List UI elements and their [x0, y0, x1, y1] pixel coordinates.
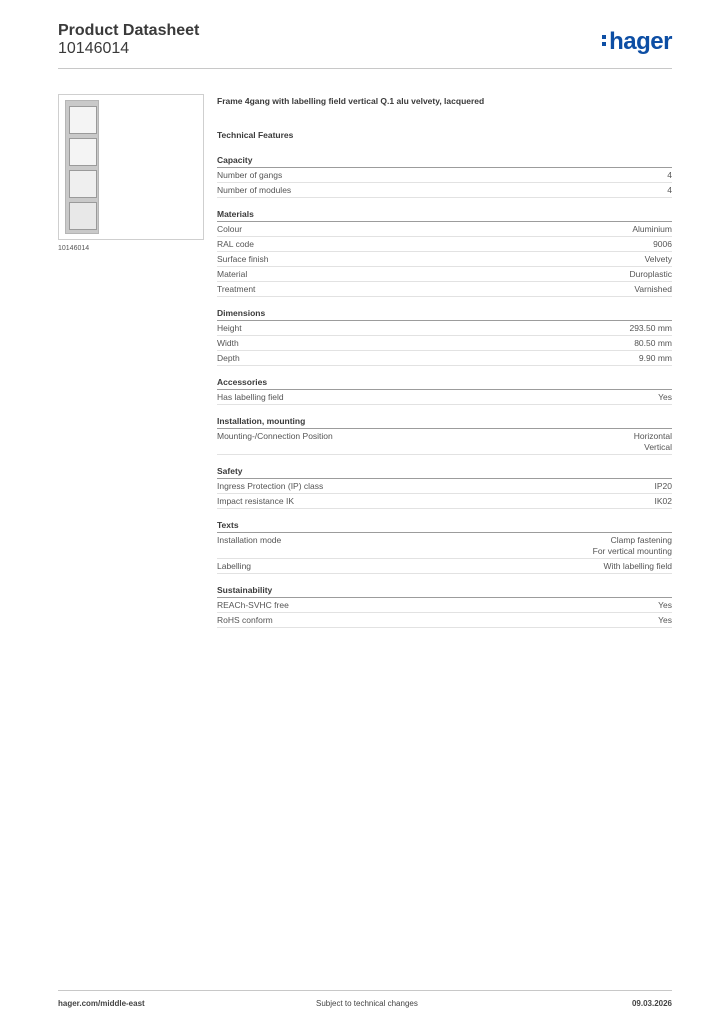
section-texts: [217, 520, 672, 574]
footer-notice: Subject to technical changes: [316, 999, 418, 1008]
feature-label: Mounting-/Connection Position: [217, 431, 333, 441]
feature-value-line: Horizontal: [633, 431, 672, 441]
gang-slot: [69, 138, 97, 166]
feature-label: Has labelling field: [217, 392, 284, 402]
feature-value: [667, 170, 672, 181]
section-dimensions: [217, 308, 672, 366]
feature-row: [217, 494, 672, 509]
gang-slot: [69, 202, 97, 230]
feature-value: [658, 392, 672, 403]
feature-value: [632, 224, 672, 235]
feature-value: [645, 254, 672, 265]
feature-row: [217, 252, 672, 267]
feature-value-line: 80.50 mm: [634, 338, 672, 348]
section-title: Capacity: [217, 155, 672, 168]
gang-slot: [69, 106, 97, 134]
hager-logo: [602, 28, 672, 56]
section-title: Sustainability: [217, 585, 672, 598]
feature-row: [217, 351, 672, 366]
feature-value-line: Clamp fastening: [610, 535, 672, 545]
feature-value-line: Varnished: [634, 284, 672, 294]
feature-value: [629, 269, 672, 280]
feature-label: Installation mode: [217, 535, 282, 545]
feature-row: [217, 390, 672, 405]
product-title: Frame 4gang with labelling field vertical Q.1 alu velvety, lacquered: [217, 96, 485, 106]
feature-value: [667, 185, 672, 196]
feature-row: [217, 598, 672, 613]
feature-row: [217, 237, 672, 252]
footer-date: 09.03.2026: [631, 999, 672, 1008]
feature-label: Impact resistance IK: [217, 496, 295, 506]
document-title: Product Datasheet: [58, 22, 200, 39]
feature-sections: [217, 155, 672, 628]
feature-row: [217, 613, 672, 628]
feature-value-line: Yes: [658, 615, 672, 625]
footer-website: hager.com/middle-east: [58, 999, 145, 1008]
feature-label: Treatment: [217, 284, 256, 294]
product-image: [58, 94, 204, 240]
feature-label: RAL code: [217, 239, 255, 249]
feature-value: [603, 561, 672, 572]
section-installation-mounting: [217, 416, 672, 455]
feature-row: [217, 168, 672, 183]
page-footer: [58, 990, 672, 1008]
technical-features-heading: Technical Features: [217, 130, 294, 140]
feature-label: Number of gangs: [217, 170, 283, 180]
feature-value-line: 293.50 mm: [629, 323, 672, 333]
feature-value-line: With labelling field: [603, 561, 672, 571]
feature-row: [217, 429, 672, 455]
section-sustainability: [217, 585, 672, 628]
frame-4gang-icon: [65, 100, 99, 234]
section-title: Accessories: [217, 377, 672, 390]
section-title: Installation, mounting: [217, 416, 672, 429]
feature-row: [217, 479, 672, 494]
image-caption: 10146014: [58, 245, 90, 252]
feature-value-line: For vertical mounting: [592, 546, 672, 556]
feature-value-line: Duroplastic: [629, 269, 672, 279]
feature-row: [217, 222, 672, 237]
feature-label: Depth: [217, 353, 240, 363]
feature-label: Ingress Protection (IP) class: [217, 481, 324, 491]
feature-row: [217, 321, 672, 336]
feature-value-line: IP20: [654, 481, 672, 491]
feature-value: [634, 431, 672, 453]
feature-label: Colour: [217, 224, 243, 234]
feature-value: [658, 615, 672, 626]
gang-slot: [69, 170, 97, 198]
feature-row: [217, 533, 672, 559]
feature-value: [634, 284, 672, 295]
feature-value-line: Vertical: [644, 442, 672, 452]
page-header: [58, 22, 672, 69]
feature-label: Surface finish: [217, 254, 269, 264]
feature-row: [217, 267, 672, 282]
feature-value-line: IK02: [654, 496, 672, 506]
feature-row: [217, 336, 672, 351]
feature-value: [639, 353, 672, 364]
feature-value-line: Yes: [658, 392, 672, 402]
feature-value: [655, 496, 673, 507]
feature-row: [217, 183, 672, 198]
feature-label: Material: [217, 269, 248, 279]
feature-label: Number of modules: [217, 185, 292, 195]
feature-value-line: 4: [667, 170, 672, 180]
feature-label: REACh-SVHC free: [217, 600, 289, 610]
feature-value-line: 9006: [653, 239, 672, 249]
feature-value: [593, 535, 672, 557]
section-title: Dimensions: [217, 308, 672, 321]
section-materials: [217, 209, 672, 297]
feature-value: [653, 239, 672, 250]
section-capacity: [217, 155, 672, 198]
feature-row: [217, 282, 672, 297]
logo-text: hager: [609, 28, 672, 55]
feature-value-line: Velvety: [644, 254, 672, 264]
feature-value-line: 9.90 mm: [638, 353, 672, 363]
feature-value-line: Yes: [658, 600, 672, 610]
feature-value-line: Aluminium: [632, 224, 672, 234]
section-title: Safety: [217, 466, 672, 479]
feature-value: [655, 481, 673, 492]
feature-row: [217, 559, 672, 574]
feature-label: RoHS conform: [217, 615, 273, 625]
section-title: Texts: [217, 520, 672, 533]
section-title: Materials: [217, 209, 672, 222]
feature-value: [634, 338, 672, 349]
logo-colon-icon: [602, 32, 607, 49]
feature-label: Height: [217, 323, 242, 333]
document-number: 10146014: [58, 40, 130, 57]
feature-value: [658, 600, 672, 611]
datasheet-content: [217, 96, 672, 628]
section-safety: [217, 466, 672, 509]
feature-value: [629, 323, 672, 334]
feature-label: Labelling: [217, 561, 252, 571]
feature-value-line: 4: [667, 185, 672, 195]
section-accessories: [217, 377, 672, 405]
feature-label: Width: [217, 338, 239, 348]
